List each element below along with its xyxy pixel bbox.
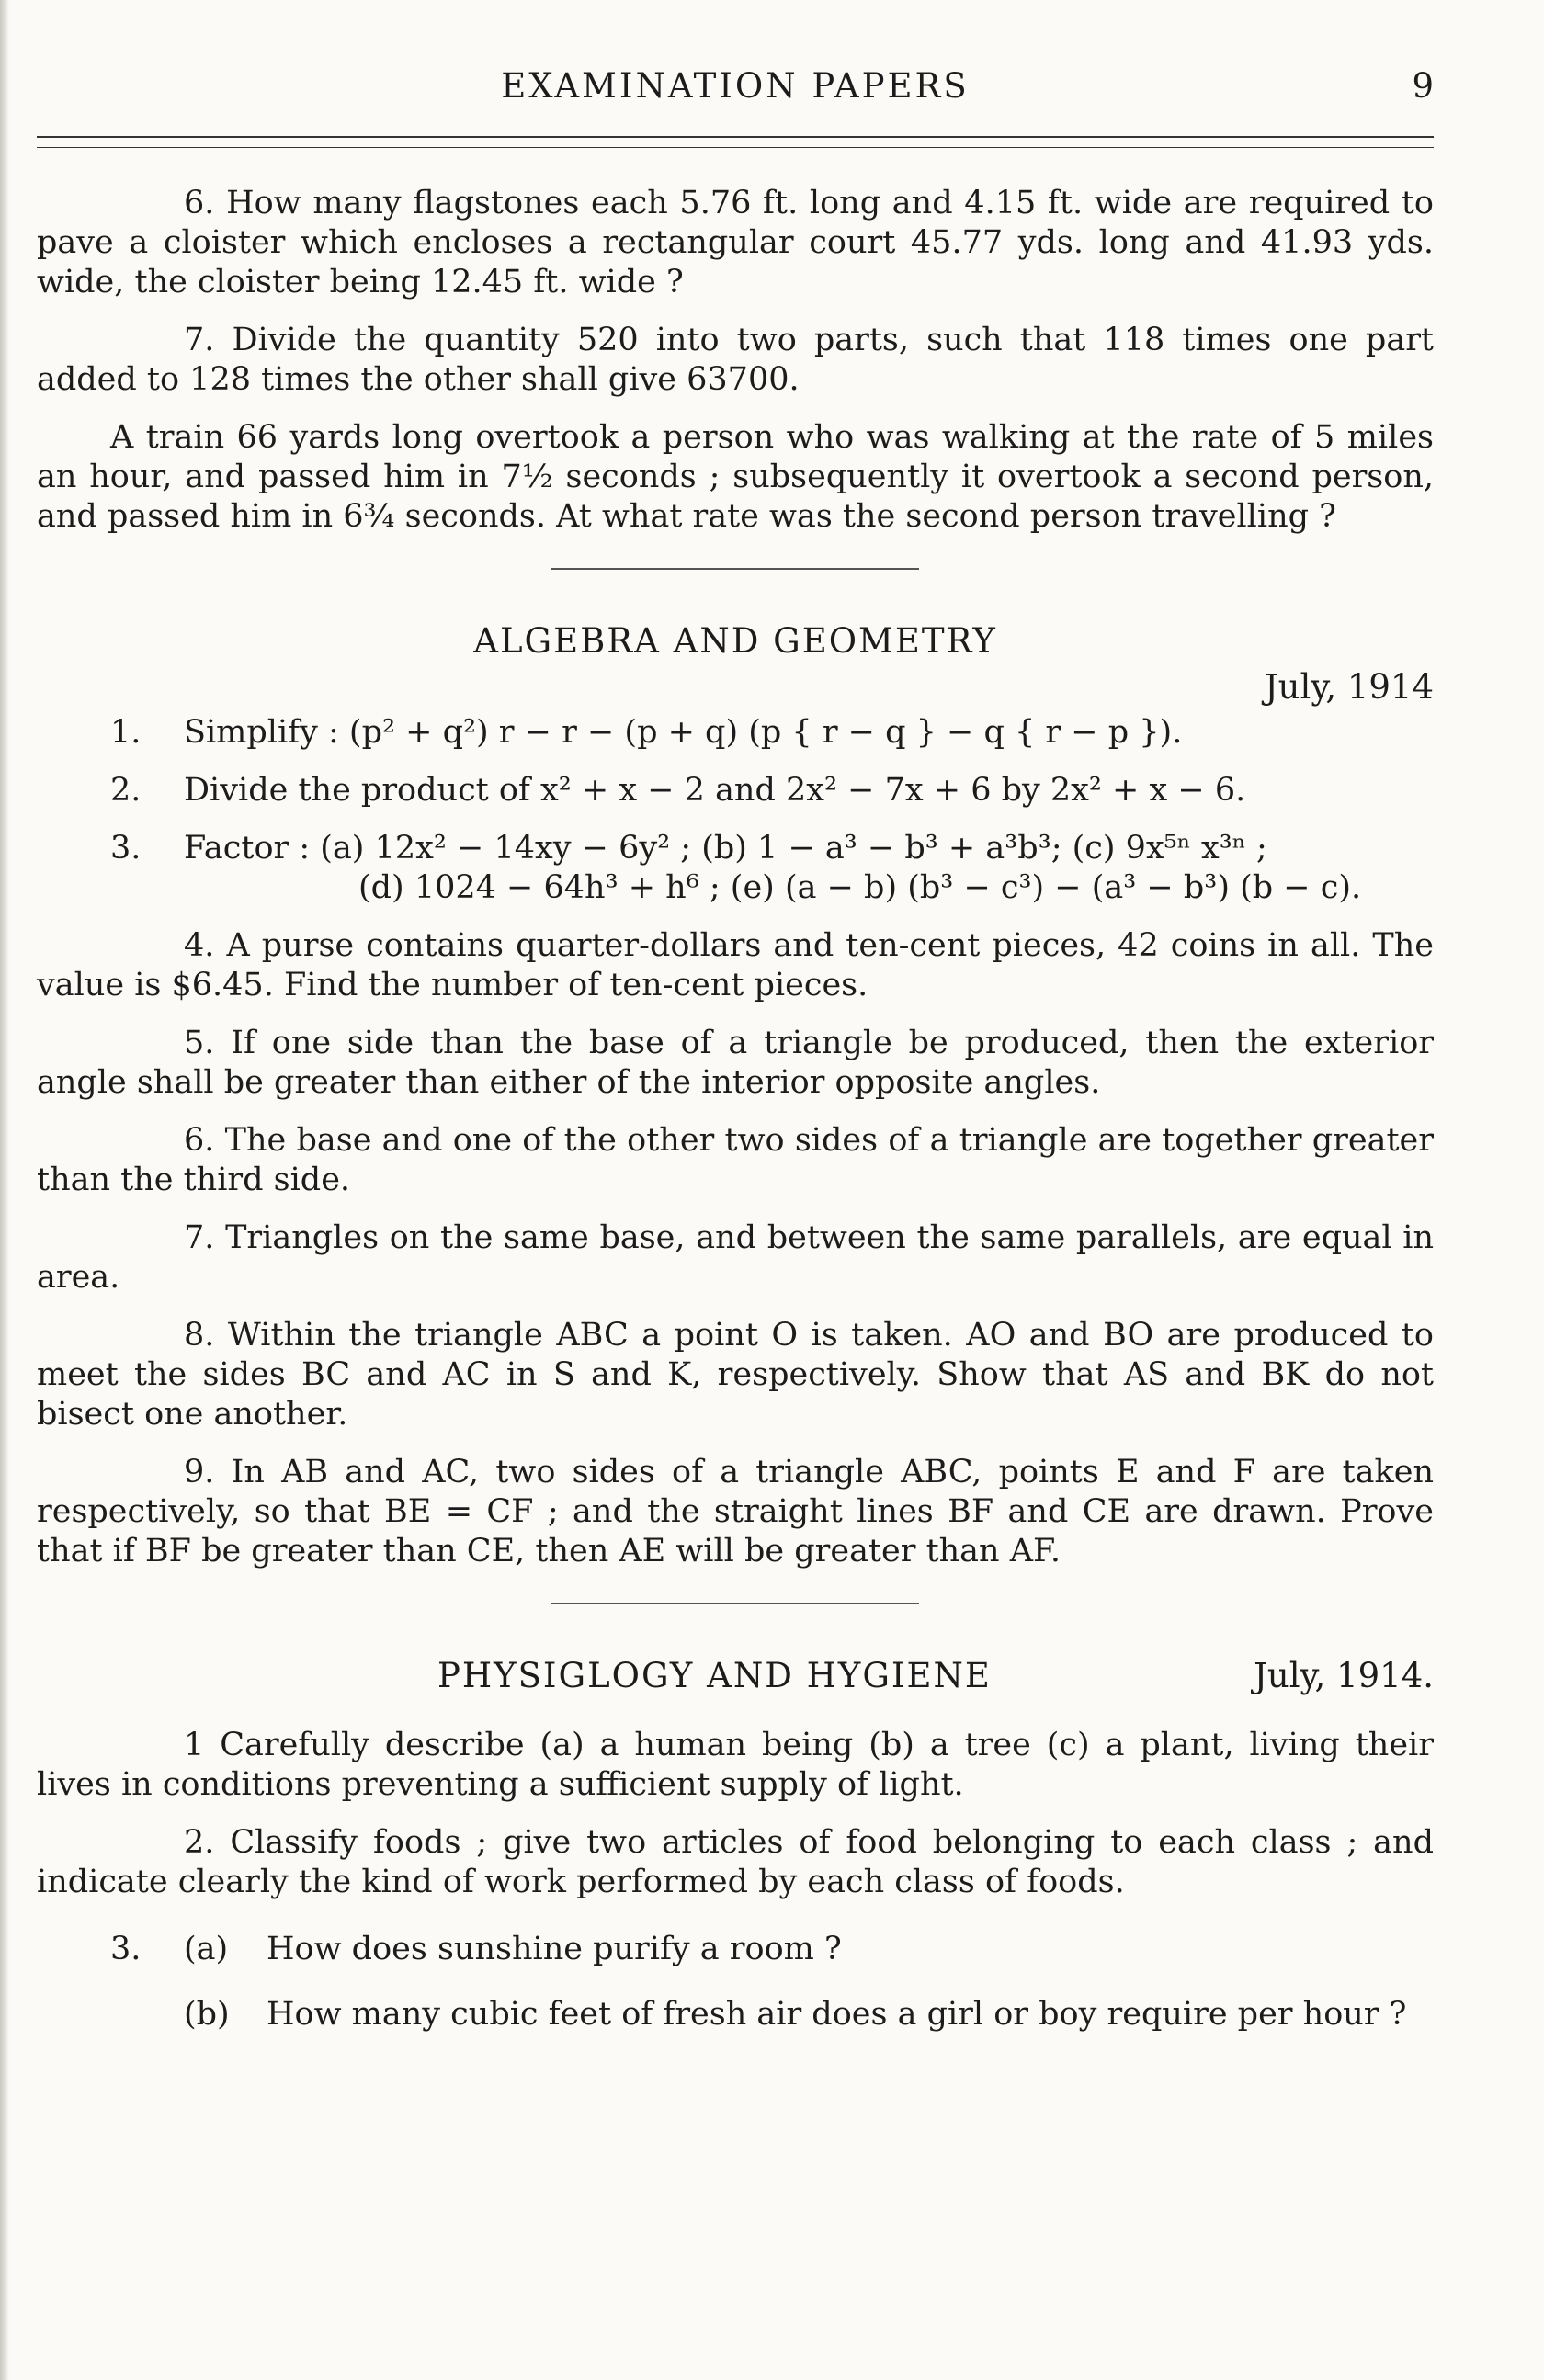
algebra-question-9: 9. In AB and AC, two sides of a triangle ABC, points E and F are taken respectively, so that BE = CF ; and the straight lines BF and CE are drawn. Prove that if BF be greater than CE, then AE will be greater than AF.	[37, 1454, 1434, 1570]
algebra-section-head	[37, 621, 1434, 707]
question-number: 2.	[110, 772, 142, 809]
algebra-question-7: 7. Triangles on the same base, and between the same parallels, are equal in area.	[37, 1219, 1434, 1296]
physiology-question-2: 2. Classify foods ; give two articles of food belonging to each class ; and indicate clearly the kind of work performed by each class of foods.	[37, 1824, 1434, 1900]
question-text-line-2: (d) 1024 − 64h³ + h⁶ ; (e) (a − b) (b³ − c³) − (a³ − b³) (b − c).	[358, 869, 1362, 906]
sub-question-text: How does sunshine purify a room ?	[267, 1931, 842, 1967]
algebra-question-8: 8. Within the triangle ABC a point O is taken. AO and BO are produced to meet the sides BC and AC in S and K, respectively. Show that AS and BK do not bisect one another.	[37, 1317, 1434, 1433]
algebra-question-6: 6. The base and one of the other two sides of a triangle are together greater than the third side.	[37, 1122, 1434, 1198]
page-body	[37, 184, 1434, 2049]
physiology-question-1: 1 Carefully describe (a) a human being (b) a tree (c) a plant, living their lives in conditions preventing a sufficient supply of light.	[37, 1727, 1434, 1803]
section-separator	[551, 1603, 919, 1604]
running-title: EXAMINATION PAPERS	[501, 66, 970, 106]
page-edge-shadow	[0, 0, 9, 2380]
sub-question-label: (a)	[184, 1931, 229, 1967]
physiology-section-head	[37, 1656, 1434, 1704]
physiology-section-title: PHYSIGLOGY AND HYGIENE	[437, 1656, 992, 1695]
question-text: Divide the product of x² + x − 2 and 2x² − 7x + 6 by 2x² + x − 6.	[184, 772, 1246, 809]
sub-question-text: How many cubic feet of fresh air does a girl or boy require per hour ?	[267, 1996, 1407, 2033]
physiology-section-date: July, 1914.	[1254, 1656, 1434, 1695]
running-head	[37, 66, 1434, 112]
physiology-question-3a	[37, 1930, 1434, 1969]
sub-question-label: (b)	[184, 1996, 230, 2033]
question-number: 3.	[110, 830, 142, 867]
arithmetic-question-7: 7. Divide the quantity 520 into two parts, such that 118 times one part added to 128 times the other shall give 63700.	[37, 322, 1434, 398]
question-text-line-1: Factor : (a) 12x² − 14xy − 6y² ; (b) 1 − a³ − b³ + a³b³; (c) 9x⁵ⁿ x³ⁿ ;	[184, 830, 1267, 867]
algebra-question-2	[37, 771, 1434, 810]
question-text: Simplify : (p² + q²) r − r − (p + q) (p { r − q } − q { r − p }).	[184, 714, 1183, 751]
algebra-question-4: 4. A purse contains quarter-dollars and ten-cent pieces, 42 coins in all. The value is $6.45. Find the number of ten-cent pieces.	[37, 927, 1434, 1003]
algebra-section-title: ALGEBRA AND GEOMETRY	[473, 621, 997, 661]
arithmetic-question-6: 6. How many flagstones each 5.76 ft. long and 4.15 ft. wide are required to pave a cloister which encloses a rectangular court 45.77 yds. long and 41.93 yds. wide, the cloister being 12.45 ft. wide ?	[37, 185, 1434, 300]
question-number: 1.	[110, 714, 142, 751]
page-number: 9	[1412, 66, 1434, 106]
algebra-question-3-line-2	[37, 868, 1434, 908]
algebra-question-5: 5. If one side than the base of a triangle be produced, then the exterior angle shall be greater than either of the interior opposite angles.	[37, 1025, 1434, 1101]
arithmetic-question-8: A train 66 yards long overtook a person who was walking at the rate of 5 miles an hour, and passed him in 7½ seconds ; subsequently it overtook a second person, and passed him in 6¾ seconds. At what rate was the second person travelling ?	[37, 419, 1434, 535]
question-number: 3.	[110, 1931, 142, 1967]
section-separator	[551, 568, 919, 570]
algebra-question-3	[37, 829, 1434, 868]
physiology-question-3b	[37, 1995, 1434, 2034]
header-rule-top	[37, 136, 1434, 138]
algebra-section-date: July, 1914	[1264, 667, 1434, 707]
header-rule-bottom	[37, 147, 1434, 148]
algebra-question-1	[37, 713, 1434, 753]
